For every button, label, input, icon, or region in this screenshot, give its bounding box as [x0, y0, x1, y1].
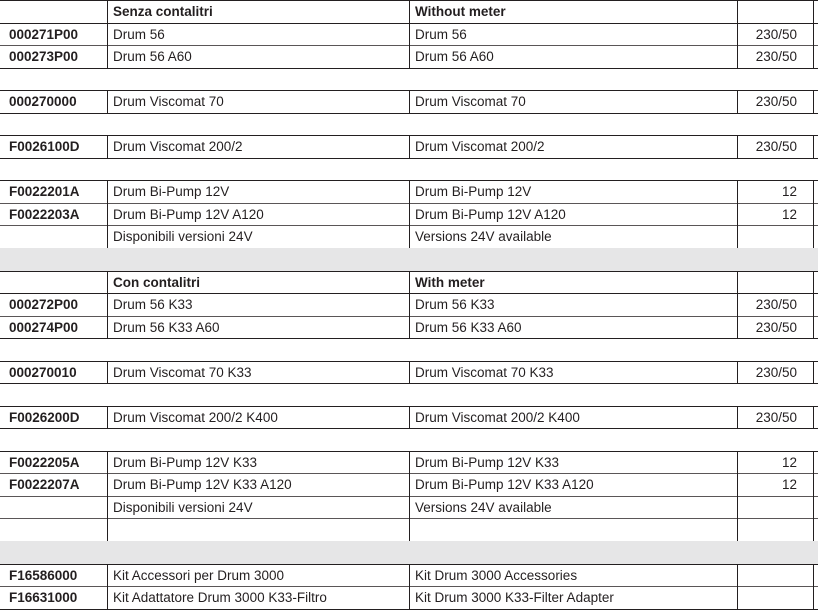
table-row	[0, 586, 818, 609]
table-row	[0, 135, 818, 158]
extra-column-cell	[813, 0, 818, 23]
english-description-cell: Drum 56 K33 A60	[409, 316, 737, 339]
voltage-cell	[737, 564, 813, 587]
product-code-cell: F0022201A	[9, 184, 80, 199]
product-code-cell: 000270000	[9, 94, 77, 109]
english-description-cell: Drum 56 A60	[409, 45, 737, 68]
english-description-cell: Drum 56 K33	[409, 293, 737, 316]
product-code-cell: F16631000	[9, 590, 78, 605]
product-code-cell: F0026200D	[9, 410, 80, 425]
product-code-cell: 000271P00	[9, 27, 79, 42]
product-code-cell: F0022203A	[9, 207, 80, 222]
extra-column-cell	[813, 225, 818, 248]
italian-description-cell: Drum Bi-Pump 12V K33	[107, 451, 409, 474]
italian-description-cell: Drum 56 K33	[107, 293, 409, 316]
english-description-cell	[409, 518, 737, 541]
product-code-cell	[0, 0, 107, 23]
italian-description-cell: Drum Bi-Pump 12V A120	[107, 203, 409, 226]
voltage-cell	[737, 496, 813, 519]
english-description-cell: Drum Viscomat 200/2	[409, 135, 737, 158]
english-description-cell: Drum Viscomat 70	[409, 90, 737, 113]
table-row	[0, 180, 818, 203]
english-description-cell: Drum Bi-Pump 12V K33 A120	[409, 473, 737, 496]
english-description-cell: Kit Drum 3000 K33-Filter Adapter	[409, 586, 737, 609]
extra-column-cell	[813, 90, 818, 113]
product-code-cell: F16586000	[9, 568, 78, 583]
table-row	[0, 473, 818, 496]
italian-description-cell: Drum Viscomat 200/2	[107, 135, 409, 158]
table-header-row	[0, 0, 818, 23]
english-description-cell: Versions 24V available	[409, 496, 737, 519]
english-description-cell: Drum Viscomat 70 K33	[409, 361, 737, 384]
italian-description-cell: Disponibili versioni 24V	[107, 496, 409, 519]
voltage-cell	[737, 225, 813, 248]
voltage-cell	[737, 518, 813, 541]
table-row	[0, 45, 818, 68]
italian-description-cell: Drum Viscomat 200/2 K400	[107, 406, 409, 429]
voltage-cell: 12	[737, 451, 813, 474]
extra-column-cell	[813, 45, 818, 68]
voltage-cell	[737, 586, 813, 609]
voltage-cell: 12	[737, 473, 813, 496]
table-row	[0, 496, 818, 519]
english-description-cell: Drum Viscomat 200/2 K400	[409, 406, 737, 429]
row-divider	[0, 68, 818, 69]
row-divider	[0, 383, 818, 384]
product-code-cell: F0022205A	[9, 455, 80, 470]
product-code-cell: 000274P00	[9, 320, 79, 335]
italian-description-cell: Drum Bi-Pump 12V	[107, 180, 409, 203]
table-row	[0, 316, 818, 339]
extra-column-cell	[813, 293, 818, 316]
italian-description-cell: Senza contalitri	[107, 0, 409, 23]
italian-description-cell: Drum Bi-Pump 12V K33 A120	[107, 473, 409, 496]
voltage-cell: 230/50	[737, 316, 813, 339]
row-divider	[0, 428, 818, 429]
voltage-cell: 230/50	[737, 23, 813, 46]
extra-column-cell	[813, 23, 818, 46]
product-code-cell: 000272P00	[9, 297, 79, 312]
extra-column-cell	[813, 316, 818, 339]
product-code-cell: F0022207A	[9, 477, 80, 492]
table-row	[0, 203, 818, 226]
table-row	[0, 518, 818, 541]
extra-column-cell	[813, 135, 818, 158]
extra-column-cell	[813, 496, 818, 519]
table-row	[0, 564, 818, 587]
italian-description-cell: Disponibili versioni 24V	[107, 225, 409, 248]
extra-column-cell	[813, 180, 818, 203]
italian-description-cell: Drum 56	[107, 23, 409, 46]
voltage-cell: 230/50	[737, 45, 813, 68]
gap-shading	[0, 248, 818, 271]
italian-description-cell: Drum Viscomat 70	[107, 90, 409, 113]
voltage-cell: 230/50	[737, 406, 813, 429]
italian-description-cell	[107, 518, 409, 541]
table-row	[0, 361, 818, 384]
row-divider	[0, 338, 818, 339]
table-row	[0, 293, 818, 316]
extra-column-cell	[813, 518, 818, 541]
extra-column-cell	[813, 564, 818, 587]
product-code-cell	[0, 225, 107, 248]
extra-column-cell	[813, 271, 818, 294]
voltage-cell: 230/50	[737, 293, 813, 316]
extra-column-cell	[813, 451, 818, 474]
row-divider	[0, 113, 818, 114]
extra-column-cell	[813, 586, 818, 609]
product-code-cell	[0, 271, 107, 294]
english-description-cell: Versions 24V available	[409, 225, 737, 248]
table-row	[0, 451, 818, 474]
english-description-cell: Without meter	[409, 0, 737, 23]
gap-shading	[0, 541, 818, 564]
italian-description-cell: Kit Adattatore Drum 3000 K33-Filtro	[107, 586, 409, 609]
table-header-row	[0, 271, 818, 294]
english-description-cell: Drum Bi-Pump 12V	[409, 180, 737, 203]
voltage-cell: 12	[737, 203, 813, 226]
product-code-cell: 000270010	[9, 365, 77, 380]
extra-column-cell	[813, 361, 818, 384]
italian-description-cell: Con contalitri	[107, 271, 409, 294]
voltage-cell: 230/50	[737, 135, 813, 158]
english-description-cell: Drum 56	[409, 23, 737, 46]
english-description-cell: Kit Drum 3000 Accessories	[409, 564, 737, 587]
table-row	[0, 225, 818, 248]
extra-column-cell	[813, 406, 818, 429]
italian-description-cell: Drum Viscomat 70 K33	[107, 361, 409, 384]
italian-description-cell: Drum 56 K33 A60	[107, 316, 409, 339]
english-description-cell: With meter	[409, 271, 737, 294]
extra-column-cell	[813, 473, 818, 496]
product-code-cell	[0, 518, 107, 541]
table-row	[0, 23, 818, 46]
row-divider	[0, 158, 818, 159]
italian-description-cell: Drum 56 A60	[107, 45, 409, 68]
voltage-cell: 12	[737, 180, 813, 203]
voltage-cell: 230/50	[737, 361, 813, 384]
extra-column-cell	[813, 203, 818, 226]
product-code-cell: F0026100D	[9, 139, 80, 154]
voltage-cell: 230/50	[737, 90, 813, 113]
product-code-cell	[0, 496, 107, 519]
english-description-cell: Drum Bi-Pump 12V K33	[409, 451, 737, 474]
english-description-cell: Drum Bi-Pump 12V A120	[409, 203, 737, 226]
voltage-cell	[737, 0, 813, 23]
table-row	[0, 90, 818, 113]
row-divider	[0, 609, 818, 610]
product-code-cell: 000273P00	[9, 49, 79, 64]
italian-description-cell: Kit Accessori per Drum 3000	[107, 564, 409, 587]
table-row	[0, 406, 818, 429]
voltage-cell	[737, 271, 813, 294]
